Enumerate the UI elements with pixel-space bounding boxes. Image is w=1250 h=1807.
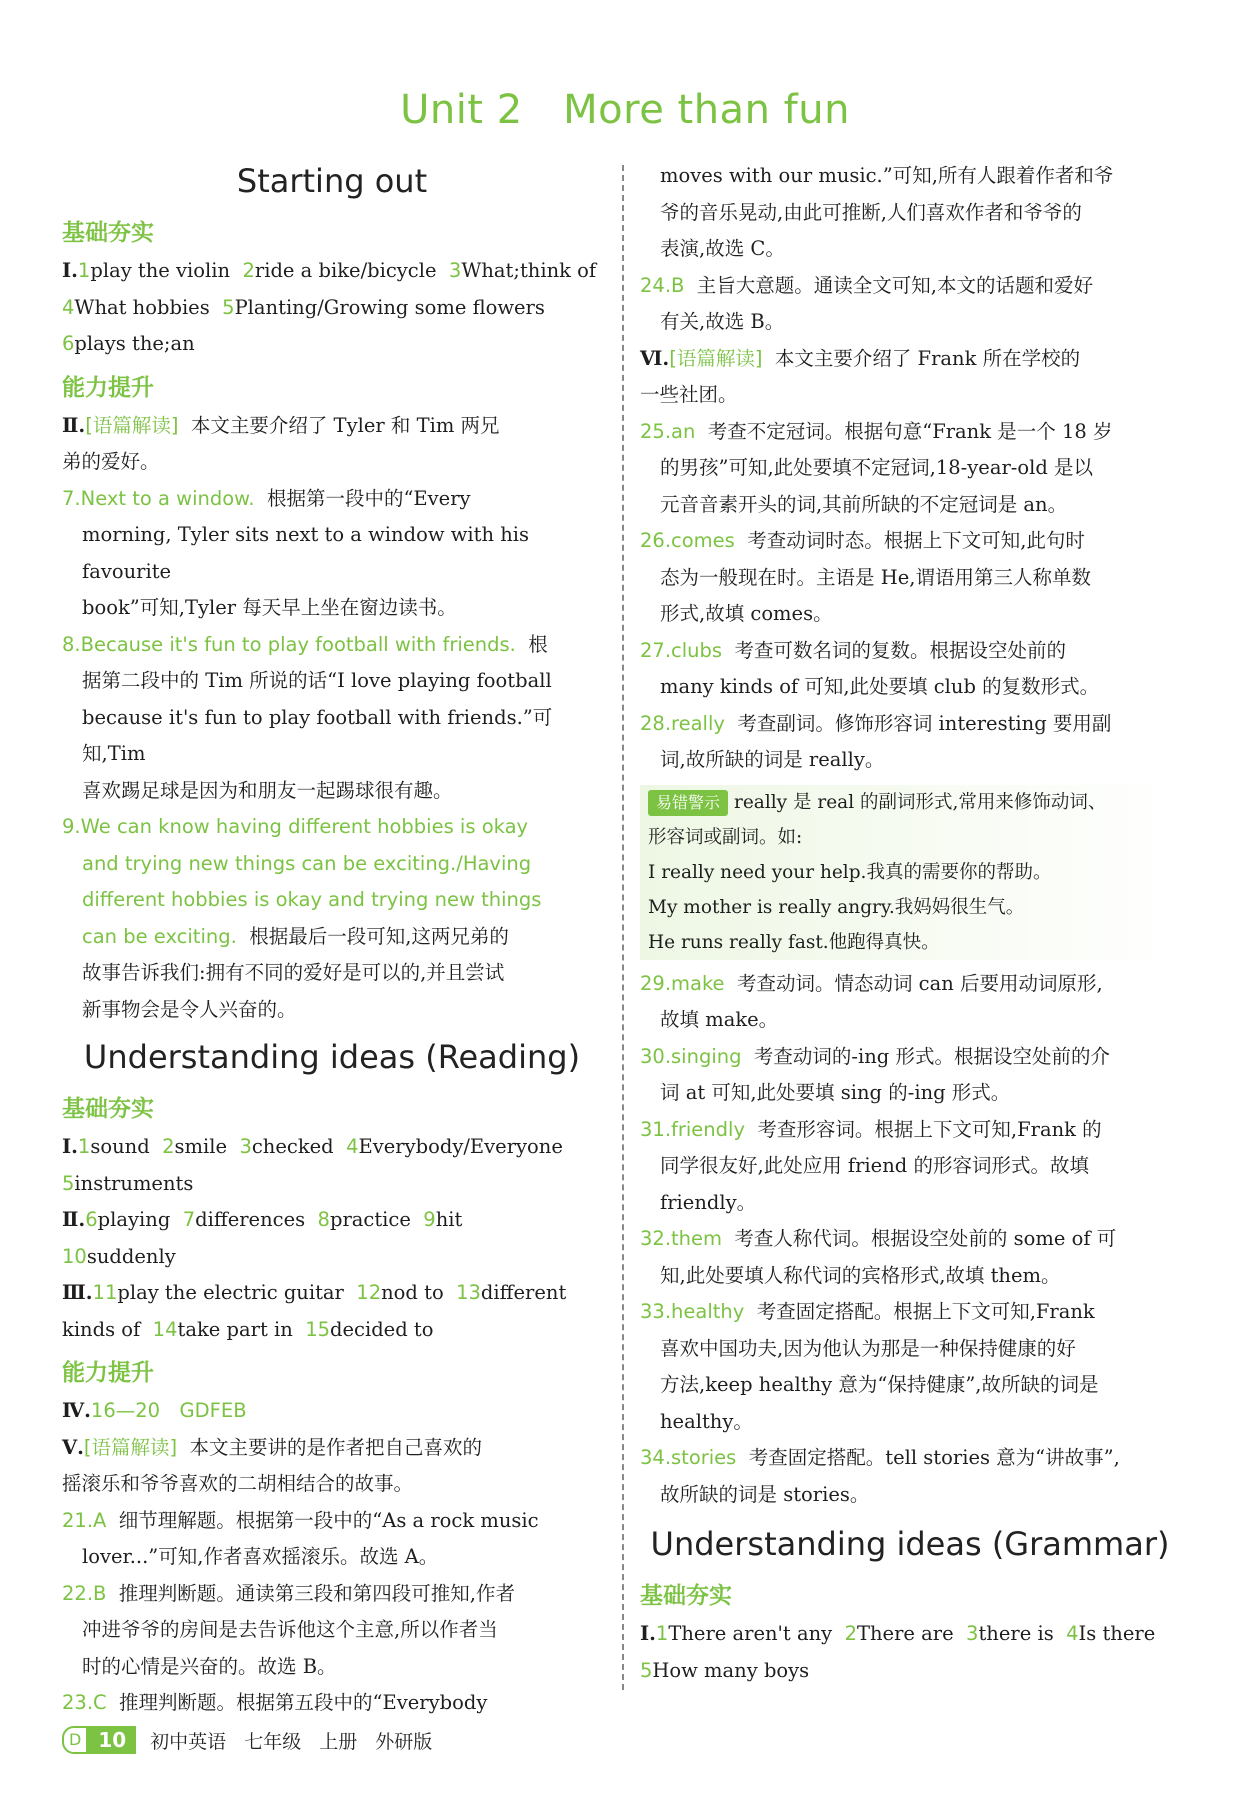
- passage-summary: Ⅱ.[语篇解读] 本文主要介绍了 Tyler 和 Tim 两兄: [62, 413, 500, 437]
- answer-line: Ⅰ.1There aren't any 2There are 3there is 4Is there: [640, 1622, 1156, 1645]
- answer-line: Ⅲ.11play the electric guitar 12nod to 13different: [62, 1281, 567, 1304]
- answer-item-31: 31.friendly 考查形容词。根据上下文可知,Frank 的: [640, 1117, 1102, 1141]
- answer-line: Ⅳ.16—20 GDFEB: [62, 1399, 247, 1422]
- answer-item-30: 30.singing 考查动词的-ing 形式。根据设空处前的介: [640, 1044, 1110, 1068]
- answer-item-23: 23.C 推理判断题。根据第五段中的“Everybody: [62, 1691, 488, 1714]
- answer-line: 6plays the;an: [62, 332, 195, 355]
- section-heading-reading: Understanding ideas (Reading): [83, 1038, 581, 1076]
- band-basic: 基础夯实: [640, 1583, 732, 1609]
- section-heading-starting-out: Starting out: [236, 162, 428, 200]
- page-footer: [62, 1726, 450, 1754]
- answer-line: Ⅰ.1play the violin 2ride a bike/bicycle 3What;think of: [62, 259, 597, 282]
- band-advanced: 能力提升: [62, 374, 154, 401]
- band-advanced: 能力提升: [62, 1360, 154, 1386]
- answer-line: Ⅱ.6playing 7differences 8practice 9hit: [62, 1208, 463, 1231]
- page-title: Unit 2 More than fun: [400, 87, 850, 133]
- passage-summary: Ⅴ.[语篇解读] 本文主要讲的是作者把自己喜欢的: [62, 1435, 483, 1459]
- right-column: moves with our music.”可知,所有人跟着作者和爷 爷的音乐晃动,由此可推断,人们喜欢作者和爷爷的 表演,故选 C。 24.B 主旨大意题。通读全文可知,本文的话题和爱好 有关,故选 B。 Ⅵ.[语篇解读] 本文主要介绍了 Frank 所在学校的 一些社团。 25.an 考查不定冠词。根据句意“Frank 是一个 18 岁 的男孩”可知,此处要填不定冠词,18-year-old 是以 元音音素开头的词,其前所缺的不定冠词是 an。 26.comes 考查动词时态。根据上下文可知,此句时 态为一般现在时。主语是 He,谓语用第三人称单数 形式,故填 comes。 27.clubs 考查可数名词的复数。根据设空处前的 many kinds of 可知,此处要填 club 的复数形式。 28.really 考查副词。修饰形容词 interesting 要用副 词,故所缺的词是 really。 易错警示 really 是 real 的副词形式,常用来修饰动词、 形容词或副词。如: I really need your help.我真的需要你的帮助。 My mother is really angry.我妈妈很生气。 He runs really fast.他跑得真快。 29.make 考查动词。情态动词 can 后要用动词原形, 故填 make。 30.singing 考查动词的-ing 形式。根据设空处前的介 词 at 可知,此处要填 sing 的-ing 形式。 31.friendly 考查形容词。根据上下文可知,Frank 的 同学很友好,此处应用 friend 的形容词形式。故填 friendly。 32.them 考查人称代词。根据设空处前的 some of 可 知,此处要填人称代词的宾格形式,故填 them。 33.healthy 考查固定搭配。根据上下文可知,Frank 喜欢中国功夫,因为他认为那是一种保持健康的好 方法,keep healthy 意为“保持健康”,故所缺的词是 healthy。 34.stories 考查固定搭配。tell stories 意为“讲故事”, 故所缺的词是 stories。 Understanding ideas (Grammar) 基础夯实 Ⅰ.1There aren't any 2There are 3there is 4Is there 5How many boys: [640, 158, 1180, 1689]
- section-heading-grammar: Understanding ideas (Grammar): [650, 1525, 1170, 1563]
- band-basic: 基础夯实: [62, 220, 154, 246]
- answer-item-9: 9.We can know having different hobbies is okay: [62, 815, 529, 838]
- footer-d-badge: D: [62, 1726, 88, 1754]
- answer-item-33: 33.healthy 考查固定搭配。根据上下文可知,Frank: [640, 1300, 1095, 1323]
- answer-item-21: 21.A 细节理解题。根据第一段中的“As a rock music: [62, 1508, 539, 1532]
- column-divider: [622, 165, 624, 1690]
- passage-summary: Ⅵ.[语篇解读] 本文主要介绍了 Frank 所在学校的: [640, 346, 1081, 370]
- answer-item-8: 8.Because it's fun to play football with friends. 根: [62, 632, 548, 656]
- answer-item-7: 7.Next to a window. 根据第一段中的“Every: [62, 486, 471, 510]
- page-number: 10: [88, 1726, 136, 1754]
- tip-label: 易错警示: [648, 790, 728, 816]
- footer-grade: 七年级: [244, 1730, 302, 1753]
- answer-item-22: 22.B 推理判断题。通读第三段和第四段可推知,作者: [62, 1581, 515, 1605]
- answer-line: 10suddenly: [62, 1244, 176, 1268]
- band-basic: 基础夯实: [62, 1096, 154, 1122]
- answer-item-25: 25.an 考查不定冠词。根据句意“Frank 是一个 18 岁: [640, 419, 1113, 443]
- footer-edition: 外研版: [375, 1730, 433, 1753]
- answer-item-32: 32.them 考查人称代词。根据设空处前的 some of 可: [640, 1227, 1117, 1250]
- answer-item-24: 24.B 主旨大意题。通读全文可知,本文的话题和爱好: [640, 273, 1093, 297]
- answer-item-28: 28.really 考查副词。修饰形容词 interesting 要用副: [640, 711, 1112, 735]
- footer-term: 上册: [319, 1730, 358, 1753]
- answer-line: 4What hobbies 5Planting/Growing some flowers: [62, 295, 545, 319]
- footer-book: 初中英语: [150, 1730, 227, 1753]
- error-tip-box: 易错警示 really 是 real 的副词形式,常用来修饰动词、 形容词或副词。如: I really need your help.我真的需要你的帮助。 My mother is really angry.我妈妈很生气。 He runs really fast.他跑得真快。: [640, 785, 1180, 960]
- answer-line: kinds of 14take part in 15decided to: [62, 1317, 434, 1341]
- answer-line: 5How many boys: [640, 1658, 810, 1682]
- answer-item-26: 26.comes 考查动词时态。根据上下文可知,此句时: [640, 529, 1085, 552]
- answer-item-27: 27.clubs 考查可数名词的复数。根据设空处前的: [640, 638, 1066, 662]
- answer-item-29: 29.make 考查动词。情态动词 can 后要用动词原形,: [640, 971, 1103, 995]
- left-column: Starting out 基础夯实 Ⅰ.1play the violin 2ride a bike/bicycle 3What;think of 4What hobbies 5Planting/Growing some flowers 6plays the;an 能力提升 Ⅱ.[语篇解读] 本文主要介绍了 Tyler 和 Tim 两兄 弟的爱好。 7.Next to a window. 根据第一段中的“Every morning, Tyler sits next to a window with his favourite book”可知,Tyler 每天早上坐在窗边读书。 8.Because it's fun to play football with friends. 根 据第二段中的 Tim 所说的话“I love playing football because it's fun to play football with friends.”可知,Tim 喜欢踢足球是因为和朋友一起踢球很有趣。 9.We can know having different hobbies is okay and trying new things can be exciting./Having different hobbies is okay and trying new things can be exciting. 根据最后一段可知,这两兄弟的 故事告诉我们:拥有不同的爱好是可以的,并且尝试 新事物会是令人兴奋的。 Understanding ideas (Reading) 基础夯实 Ⅰ.1sound 2smile 3checked 4Everybody/Everyone 5instruments Ⅱ.6playing 7differences 8practice 9hit 10suddenly Ⅲ.11play the electric guitar 12nod to 13different kinds of 14take part in 15decided to 能力提升 Ⅳ.16—20 GDFEB Ⅴ.[语篇解读] 本文主要讲的是作者把自己喜欢的 摇滚乐和爷爷喜欢的二胡相结合的故事。 21.A 细节理解题。根据第一段中的“As a rock music lover...”可知,作者喜欢摇滚乐。故选 A。 22.B 推理判断题。通读第三段和第四段可推知,作者 冲进爷爷的房间是去告诉他这个主意,所以作者当 时的心情是兴奋的。故选 B。 23.C 推理判断题。根据第五段中的“Everybody: [62, 158, 602, 1722]
- answer-line: 5instruments: [62, 1171, 194, 1195]
- answer-item-34: 34.stories 考查固定搭配。tell stories 意为“讲故事”,: [640, 1446, 1120, 1469]
- answer-line: Ⅰ.1sound 2smile 3checked 4Everybody/Everyone: [62, 1135, 563, 1158]
